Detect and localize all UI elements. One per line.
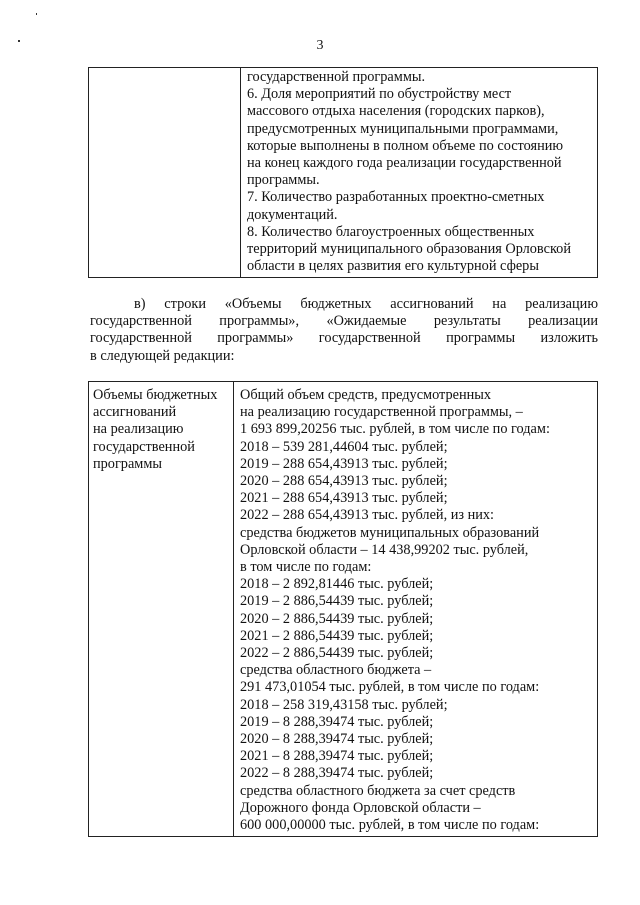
table-row	[89, 382, 598, 837]
text-line: 2020 – 8 288,39474 тыс. рублей;	[240, 731, 434, 748]
text-line: 2019 – 288 654,43913 тыс. рублей;	[240, 455, 448, 472]
paragraph-line: государственной программы», «Ожидаемые результаты реализации	[90, 313, 598, 330]
text-line: 1 693 899,20256 тыс. рублей, в том числе по годам:	[240, 421, 550, 438]
text-line: предусмотренных муниципальными программами,	[247, 120, 559, 137]
paragraph-line: государственной программы» государственной программы изложить	[90, 330, 598, 347]
text-line: средства областного бюджета –	[240, 662, 432, 679]
text-line: программы.	[247, 172, 320, 189]
scan-speck	[36, 13, 37, 15]
text-line: территорий муниципального образования Орловской	[247, 241, 571, 258]
text-line: 2022 – 288 654,43913 тыс. рублей, из них:	[240, 507, 495, 524]
page-number: 3	[316, 38, 324, 53]
text-line: Общий объем средств, предусмотренных	[240, 387, 492, 403]
text-line: государственной программы.	[247, 69, 426, 85]
label-line: ассигнований	[93, 404, 177, 421]
text-line: Орловской области – 14 438,99202 тыс. рублей,	[240, 541, 529, 558]
paragraph-line: в) строки «Объемы бюджетных ассигнований на реализацию	[134, 296, 598, 312]
text-line: 2021 – 8 288,39474 тыс. рублей;	[240, 748, 434, 765]
text-line: 291 473,01054 тыс. рублей, в том числе по годам:	[240, 679, 540, 696]
text-line: которые выполнены в полном объеме по состоянию	[247, 137, 564, 154]
table-cell-empty	[89, 68, 241, 278]
text-line: в том числе по годам:	[240, 559, 372, 576]
text-line: 2022 – 8 288,39474 тыс. рублей;	[240, 765, 434, 782]
text-line: 2021 – 288 654,43913 тыс. рублей;	[240, 490, 448, 507]
text-line: 2018 – 258 319,43158 тыс. рублей;	[240, 696, 448, 713]
text-line: 8. Количество благоустроенных общественных	[247, 223, 535, 240]
text-line: Дорожного фонда Орловской области –	[240, 799, 481, 816]
label-line: Объемы бюджетных	[93, 387, 218, 403]
budget-label-cell	[89, 382, 234, 837]
text-line: 2020 – 2 886,54439 тыс. рублей;	[240, 610, 434, 627]
text-line: 6. Доля мероприятий по обустройству мест	[247, 86, 512, 103]
budget-table	[88, 381, 598, 837]
text-line: средства бюджетов муниципальных образований	[240, 524, 540, 541]
text-line: массового отдыха населения (городских парков),	[247, 103, 545, 120]
paragraph-line: в следующей редакции:	[90, 347, 235, 364]
text-line: области в целях развития его культурной сферы	[247, 258, 539, 275]
indicators-table	[88, 67, 598, 278]
text-line: средства областного бюджета за счет средств	[240, 782, 516, 799]
label-line: на реализацию	[93, 421, 184, 438]
body-paragraph	[90, 296, 598, 365]
text-line: на реализацию государственной программы, –	[240, 404, 523, 421]
text-line: 2019 – 8 288,39474 тыс. рублей;	[240, 713, 434, 730]
text-line: 2021 – 2 886,54439 тыс. рублей;	[240, 627, 434, 644]
text-line: 2020 – 288 654,43913 тыс. рублей;	[240, 473, 448, 490]
budget-values-cell	[234, 382, 598, 837]
text-line: 600 000,00000 тыс. рублей, в том числе по годам:	[240, 817, 540, 834]
text-line: 2018 – 539 281,44604 тыс. рублей;	[240, 438, 448, 455]
label-line: государственной	[93, 438, 195, 455]
indicators-list-cell	[241, 68, 598, 278]
text-line: 2019 – 2 886,54439 тыс. рублей;	[240, 593, 434, 610]
table-row	[89, 68, 598, 278]
text-line: документаций.	[247, 206, 338, 223]
text-line: 2022 – 2 886,54439 тыс. рублей;	[240, 645, 434, 662]
text-line: на конец каждого года реализации государственной	[247, 155, 562, 172]
text-line: 2018 – 2 892,81446 тыс. рублей;	[240, 576, 434, 593]
text-line: 7. Количество разработанных проектно-сметных	[247, 189, 545, 206]
label-line: программы	[93, 455, 163, 472]
